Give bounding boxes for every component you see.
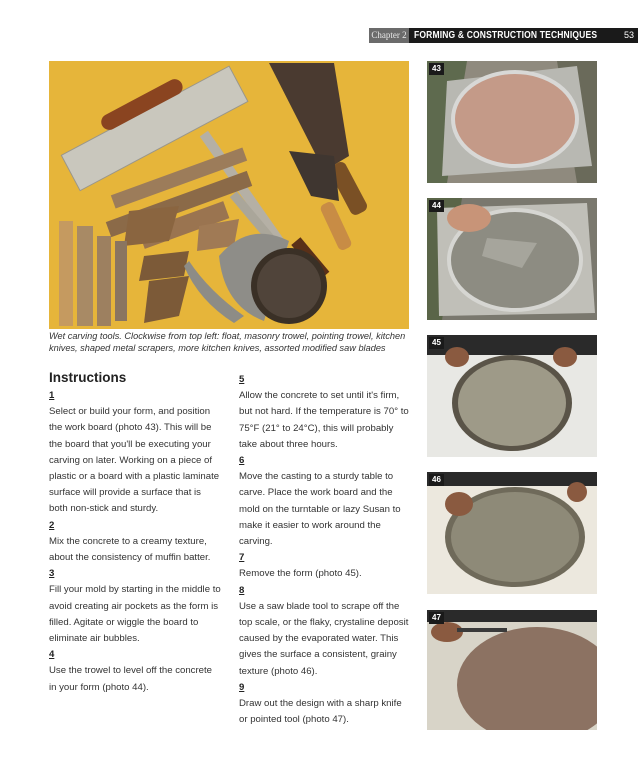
step-number: 6 bbox=[239, 455, 245, 467]
step-text: Select or build your form, and position the work board (photo 43). This will be the board that you'll be executing your carving on later. Working on a piece of plastic or a board with a plastic laminate surface will provide a surface that is both non-stick and sturdy. bbox=[49, 406, 220, 515]
step-text: Draw out the design with a sharp knife or pointed tool (photo 47). bbox=[239, 698, 402, 726]
carving-tools-photo bbox=[49, 61, 409, 329]
photo-number-badge: 44 bbox=[429, 200, 444, 212]
step-text: Mix the concrete to a creamy texture, about the consistency of muffin batter. bbox=[49, 535, 211, 564]
step-text: Use a saw blade tool to scrape off the top scale, or the flaky, crystaline deposit caused by the evaporated water. This gives the surface a consistent, grainy texture (photo 46). bbox=[239, 600, 409, 677]
photo-number-badge: 46 bbox=[429, 474, 444, 486]
step-number: 2 bbox=[49, 519, 55, 531]
photo-number-badge: 43 bbox=[429, 63, 444, 75]
photo-45 bbox=[427, 335, 597, 457]
chapter-label: Chapter 2 bbox=[369, 28, 409, 43]
step-number: 3 bbox=[49, 568, 55, 580]
step-number: 4 bbox=[49, 649, 55, 661]
step-text: Remove the form (photo 45). bbox=[239, 568, 362, 580]
photo-number-badge: 45 bbox=[429, 337, 444, 349]
photo-47 bbox=[427, 610, 597, 730]
step-number: 7 bbox=[239, 552, 245, 564]
step-text: Allow the concrete to set until it's firm, but not hard. If the temperature is 70° to 75°F (21° to 24°C), this will probably take about three hours. bbox=[239, 390, 409, 450]
page-number: 53 bbox=[624, 30, 635, 40]
instructions-column-left bbox=[49, 388, 221, 696]
step-text: Fill your mold by starting in the middle to avoid creating air pockets as the form is filled. Agitate or wiggle the board to eliminate air bubbles. bbox=[49, 584, 221, 645]
instructions-heading: Instructions bbox=[49, 370, 127, 385]
step-text: Move the casting to a sturdy table to carve. Place the work board and the mold on the turntable or lazy Susan to make it easier to work around the carving. bbox=[239, 471, 401, 548]
step-number: 1 bbox=[49, 390, 55, 401]
photo-43 bbox=[427, 61, 597, 183]
photo-number-badge: 47 bbox=[429, 612, 444, 624]
step-number: 8 bbox=[239, 584, 245, 596]
step-number: 9 bbox=[239, 681, 245, 693]
photo-46 bbox=[427, 472, 597, 594]
instructions-column-right bbox=[239, 372, 411, 728]
step-text: Use the trowel to level off the concrete in your form (photo 44). bbox=[49, 665, 213, 693]
photo-caption: Wet carving tools. Clockwise from top left: float, masonry trowel, pointing trowel, kitchen knives, shaped metal scrapers, more kitchen knives, assorted modified saw blades bbox=[49, 331, 406, 353]
photo-44 bbox=[427, 198, 597, 320]
step-number: 5 bbox=[239, 374, 245, 385]
chapter-title: FORMING & CONSTRUCTION TECHNIQUES bbox=[414, 30, 598, 41]
